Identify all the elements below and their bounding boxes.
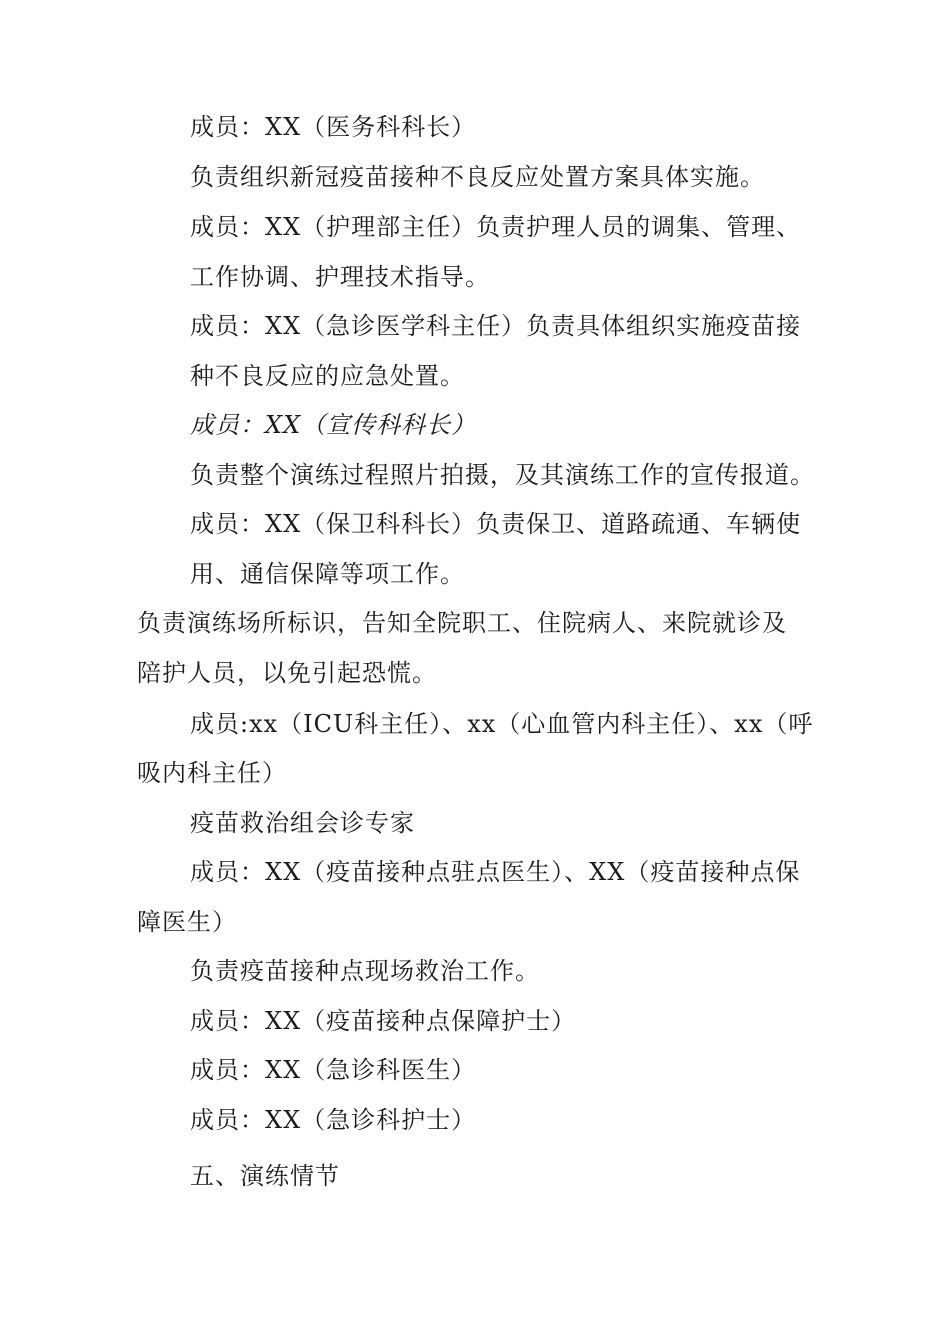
duty-onsite-rescue: 负责疫苗接种点现场救治工作。 (190, 957, 540, 985)
duty-publicity: 负责整个演练过程照片拍摄，及其演练工作的宣传报道。 (190, 461, 815, 489)
duty-signage-cont: 陪护人员，以免引起恐慌。 (137, 659, 437, 687)
member-experts-cont: 吸内科主任） (137, 759, 287, 787)
member-medical-affairs: 成员：XX（医务科科长） (190, 113, 477, 141)
member-publicity: 成员：XX（宣传科科长） (190, 411, 477, 439)
member-security: 成员：XX（保卫科科长）负责保卫、道路疏通、车辆使 (190, 510, 802, 538)
section-heading-drill-scenario: 五、演练情节 (190, 1162, 340, 1190)
member-security-cont: 用、通信保障等项工作。 (190, 560, 465, 588)
member-vaccination-doctors-cont: 障医生） (137, 908, 237, 936)
member-emergency-dept: 成员：XX（急诊医学科主任）负责具体组织实施疫苗接 (190, 312, 802, 340)
member-vaccination-nurse: 成员：XX（疫苗接种点保障护士） (190, 1007, 577, 1035)
rescue-group-heading: 疫苗救治组会诊专家 (190, 809, 415, 837)
duty-medical-affairs: 负责组织新冠疫苗接种不良反应处置方案具体实施。 (190, 163, 765, 191)
member-nursing-dept-cont: 工作协调、护理技术指导。 (190, 263, 490, 291)
member-emergency-doctor: 成员：XX（急诊科医生） (190, 1056, 477, 1084)
member-emergency-dept-cont: 种不良反应的应急处置。 (190, 362, 465, 390)
duty-signage: 负责演练场所标识，告知全院职工、住院病人、来院就诊及 (137, 609, 787, 637)
member-nursing-dept: 成员：XX（护理部主任）负责护理人员的调集、管理、 (190, 213, 802, 241)
member-vaccination-doctors: 成员：XX（疫苗接种点驻点医生）、XX（疫苗接种点保 (190, 858, 801, 886)
member-experts: 成员:xx（ICU科主任）、xx（心血管内科主任）、xx（呼 (190, 710, 814, 738)
member-emergency-nurse: 成员：XX（急诊科护士） (190, 1106, 477, 1134)
